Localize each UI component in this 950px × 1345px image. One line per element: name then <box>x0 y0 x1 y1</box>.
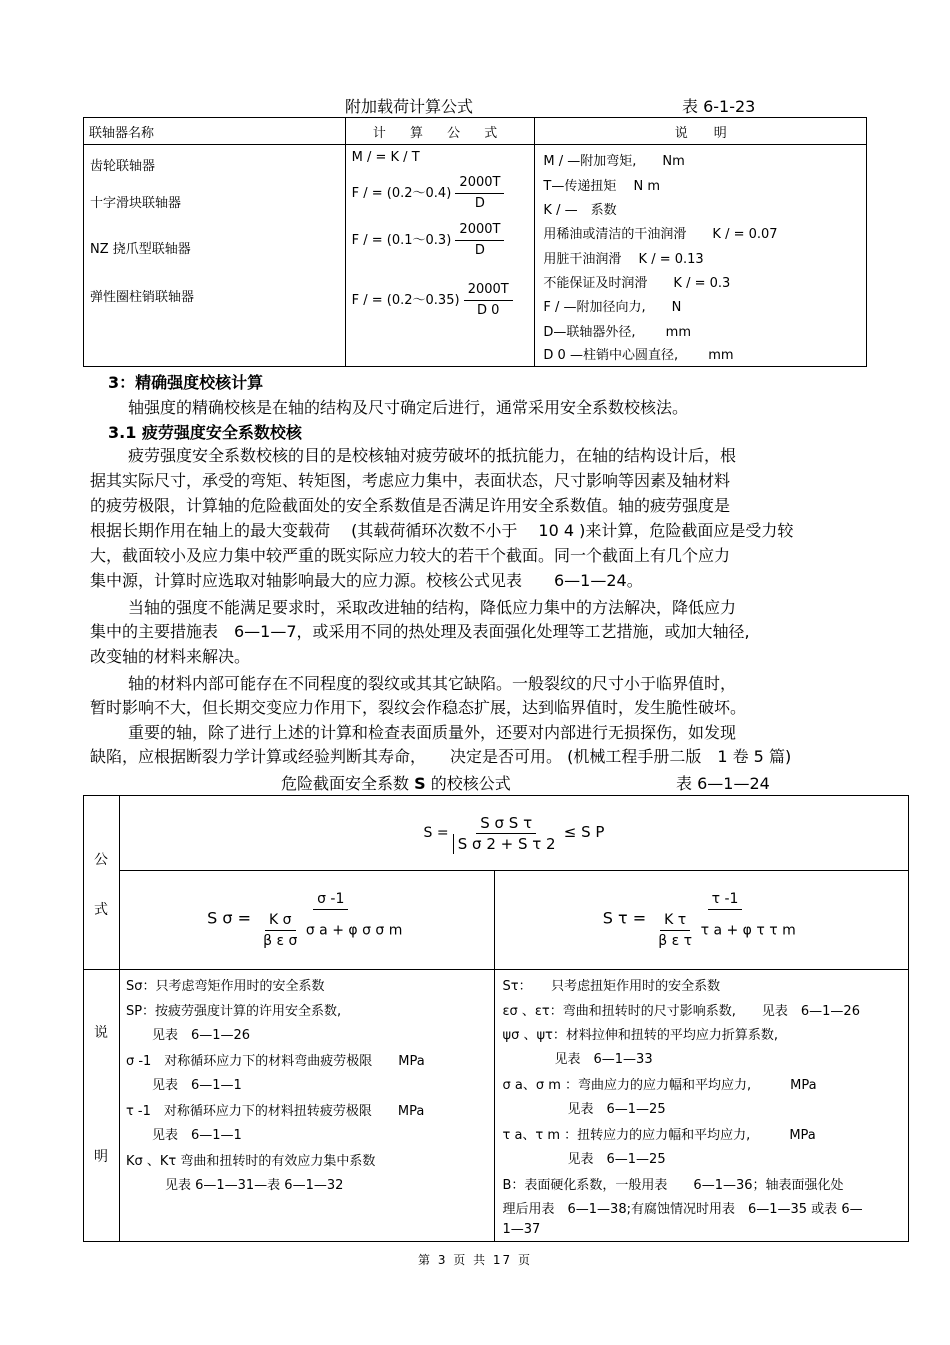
table2-title: 危险截面安全系数 S 的校核公式 <box>281 774 511 793</box>
paragraph-line: 暂时影响不大，但长期交变应力作用下，裂纹会作稳态扩展，达到临界值时，发生脆性破坏。 <box>90 698 747 717</box>
header-notes: 说 明 <box>535 118 867 145</box>
header-coupling-name: 联轴器名称 <box>84 118 346 145</box>
paragraph-line: 据其实际尺寸，承受的弯矩、转矩图，考虑应力集中，表面状态，尺寸影响等因素及轴材料 <box>90 471 731 490</box>
table-row <box>84 796 909 871</box>
side-label-formula: 公 式 <box>84 796 120 970</box>
table-row <box>84 871 909 970</box>
coupling-name: 十字滑块联轴器 <box>90 196 182 211</box>
note-line: 见表 6—1—25 <box>502 1152 666 1167</box>
note-line: Sσ：只考虑弯矩作用时的安全系数 <box>125 979 325 994</box>
formula-pin: F / = (0.2～0.35) $\frac{2000T}{D 0}$ <box>352 280 513 321</box>
formula-nz: F / = (0.1～0.3) $\frac{2000T}{D}$ <box>352 220 505 261</box>
left-notes-cell <box>119 970 494 1242</box>
note-line: σ -1 对称循环应力下的材料弯曲疲劳极限 MPa <box>125 1054 425 1069</box>
paragraph-line: 缺陷，应根据断裂力学计算或经验判断其寿命， 决定是否可用。 (机械工程手册二版 1 卷 5 篇) <box>90 747 792 766</box>
formula-gear: M / = K / T <box>351 150 420 165</box>
note-line: F / —附加径向力, N <box>543 300 682 315</box>
note-line: B：表面硬化系数，一般用表 6—1—36；轴表面强化处 <box>502 1178 844 1193</box>
note-line: D—联轴器外径, mm <box>543 325 692 340</box>
note-line: 用稀油或清洁的干油润滑 K / = 0.07 <box>543 227 778 242</box>
paragraph-line: 大，截面较小及应力集中较严重的既实际应力较大的若干个截面。同一个截面上有几个应力 <box>90 546 731 565</box>
section-heading-3-1: 3.1 疲劳强度安全系数校核 <box>108 423 302 442</box>
coupling-name: 弹性圈柱销联轴器 <box>90 290 195 305</box>
paragraph-line: 根据长期作用在轴上的最大变载荷 (其载荷循环次数不小于 10 4 )来计算，危险截面应是受力较 <box>90 521 794 540</box>
side-label-notes: 说 明 <box>84 970 120 1242</box>
note-line: 见表 6—1—1 <box>125 1078 242 1093</box>
note-line: T—传递扭矩 N m <box>543 179 661 194</box>
header-formula: 计 算 公 式 <box>345 118 535 145</box>
note-line: 不能保证及时润滑 K / = 0.3 <box>543 276 731 291</box>
paragraph-line: 改变轴的材料来解决。 <box>90 647 251 666</box>
table-header-row <box>84 118 867 145</box>
table-row <box>84 145 867 367</box>
coupling-names-cell <box>84 145 346 367</box>
paragraph-line: 的疲劳极限，计算轴的危险截面处的安全系数值是否满足许用安全系数值。轴的疲劳强度是 <box>90 496 731 515</box>
sigma-formula: S σ = σ -1 $\frac{\text{K σ}}{\text{β ε σ}}$ σ a + φ σ σ m <box>119 871 494 970</box>
table-row <box>84 970 909 1242</box>
section-heading-3: 3：精确强度校核计算 <box>108 373 264 392</box>
page-footer: 第 3 页 共 17 页 <box>418 1253 532 1267</box>
coupling-name: NZ 挠爪型联轴器 <box>90 242 191 257</box>
formulas-cell <box>345 145 535 367</box>
note-line: 见表 6—1—26 <box>125 1028 251 1043</box>
paragraph-line: 轴的材料内部可能存在不同程度的裂纹或其其它缺陷。一般裂纹的尺寸小于临界值时， <box>128 674 737 693</box>
note-line: 1—37 <box>502 1222 541 1237</box>
paragraph: 轴强度的精确校核是在轴的结构及尺寸确定后进行，通常采用安全系数校核法。 <box>128 398 689 417</box>
note-line: σ a、σ m ：弯曲应力的应力幅和平均应力, MPa <box>502 1078 817 1093</box>
tau-formula: S τ = τ -1 $\frac{\text{K τ}}{\text{β ε τ}}$ τ a + φ τ τ m <box>494 871 909 970</box>
coupling-load-table <box>83 117 867 367</box>
safety-factor-table <box>83 795 909 1242</box>
note-line: K / — 系数 <box>543 203 617 218</box>
formula-slider: F / = (0.2～0.4) $\frac{2000T}{D}$ <box>352 173 505 214</box>
paragraph-line: 当轴的强度不能满足要求时，采取改进轴的结构，降低应力集中的方法解决，降低应力 <box>128 598 737 617</box>
table1-title: 附加载荷计算公式 <box>345 97 474 116</box>
note-line: ψσ 、ψτ：材料拉伸和扭转的平均应力折算系数, <box>502 1028 778 1043</box>
note-line: Sτ： 只考虑扭矩作用时的安全系数 <box>502 979 721 994</box>
note-line: 见表 6—1—33 <box>502 1052 653 1067</box>
note-line: M / —附加弯矩, Nm <box>543 154 685 169</box>
note-line: SP：按疲劳强度计算的许用安全系数, <box>125 1004 342 1019</box>
paragraph-line: 重要的轴，除了进行上述的计算和检查表面质量外，还要对内部进行无损探伤，如发现 <box>128 723 737 742</box>
note-line: 用脏干油润滑 K / = 0.13 <box>543 252 704 267</box>
paragraph-line: 疲劳强度安全系数校核的目的是校核轴对疲劳破坏的抵抗能力，在轴的结构设计后，根 <box>128 446 737 465</box>
notes-cell <box>535 145 867 367</box>
main-formula: S = $\frac{\text{S σ S τ}}{\text{S σ 2 + S τ 2}}$ ≤ S P <box>119 796 908 871</box>
right-notes-cell <box>494 970 909 1242</box>
note-line: 见表 6—1—31—表 6—1—32 <box>125 1178 344 1193</box>
note-line: D 0 —柱销中心圆直径, mm <box>543 348 734 363</box>
table2-number: 表 6—1—24 <box>676 774 770 793</box>
note-line: Kσ 、Kτ 弯曲和扭转时的有效应力集中系数 <box>125 1154 376 1169</box>
paragraph-line: 集中源，计算时应选取对轴影响最大的应力源。校核公式见表 6—1—24。 <box>90 571 643 590</box>
note-line: 理后用表 6—1—38;有腐蚀情况时用表 6—1—35 或表 6— <box>502 1202 863 1217</box>
table1-number: 表 6-1-23 <box>682 97 756 116</box>
note-line: 见表 6—1—25 <box>502 1102 666 1117</box>
note-line: 见表 6—1—1 <box>125 1128 242 1143</box>
note-line: τ a、τ m ：扭转应力的应力幅和平均应力, MPa <box>502 1128 816 1143</box>
note-line: εσ 、ετ：弯曲和扭转时的尺寸影响系数, 见表 6—1—26 <box>502 1004 860 1019</box>
coupling-name: 齿轮联轴器 <box>90 159 156 174</box>
paragraph-line: 集中的主要措施表 6—1—7，或采用不同的热处理及表面强化处理等工艺措施，或加大轴径, <box>90 622 750 641</box>
note-line: τ -1 对称循环应力下的材料扭转疲劳极限 MPa <box>125 1104 425 1119</box>
